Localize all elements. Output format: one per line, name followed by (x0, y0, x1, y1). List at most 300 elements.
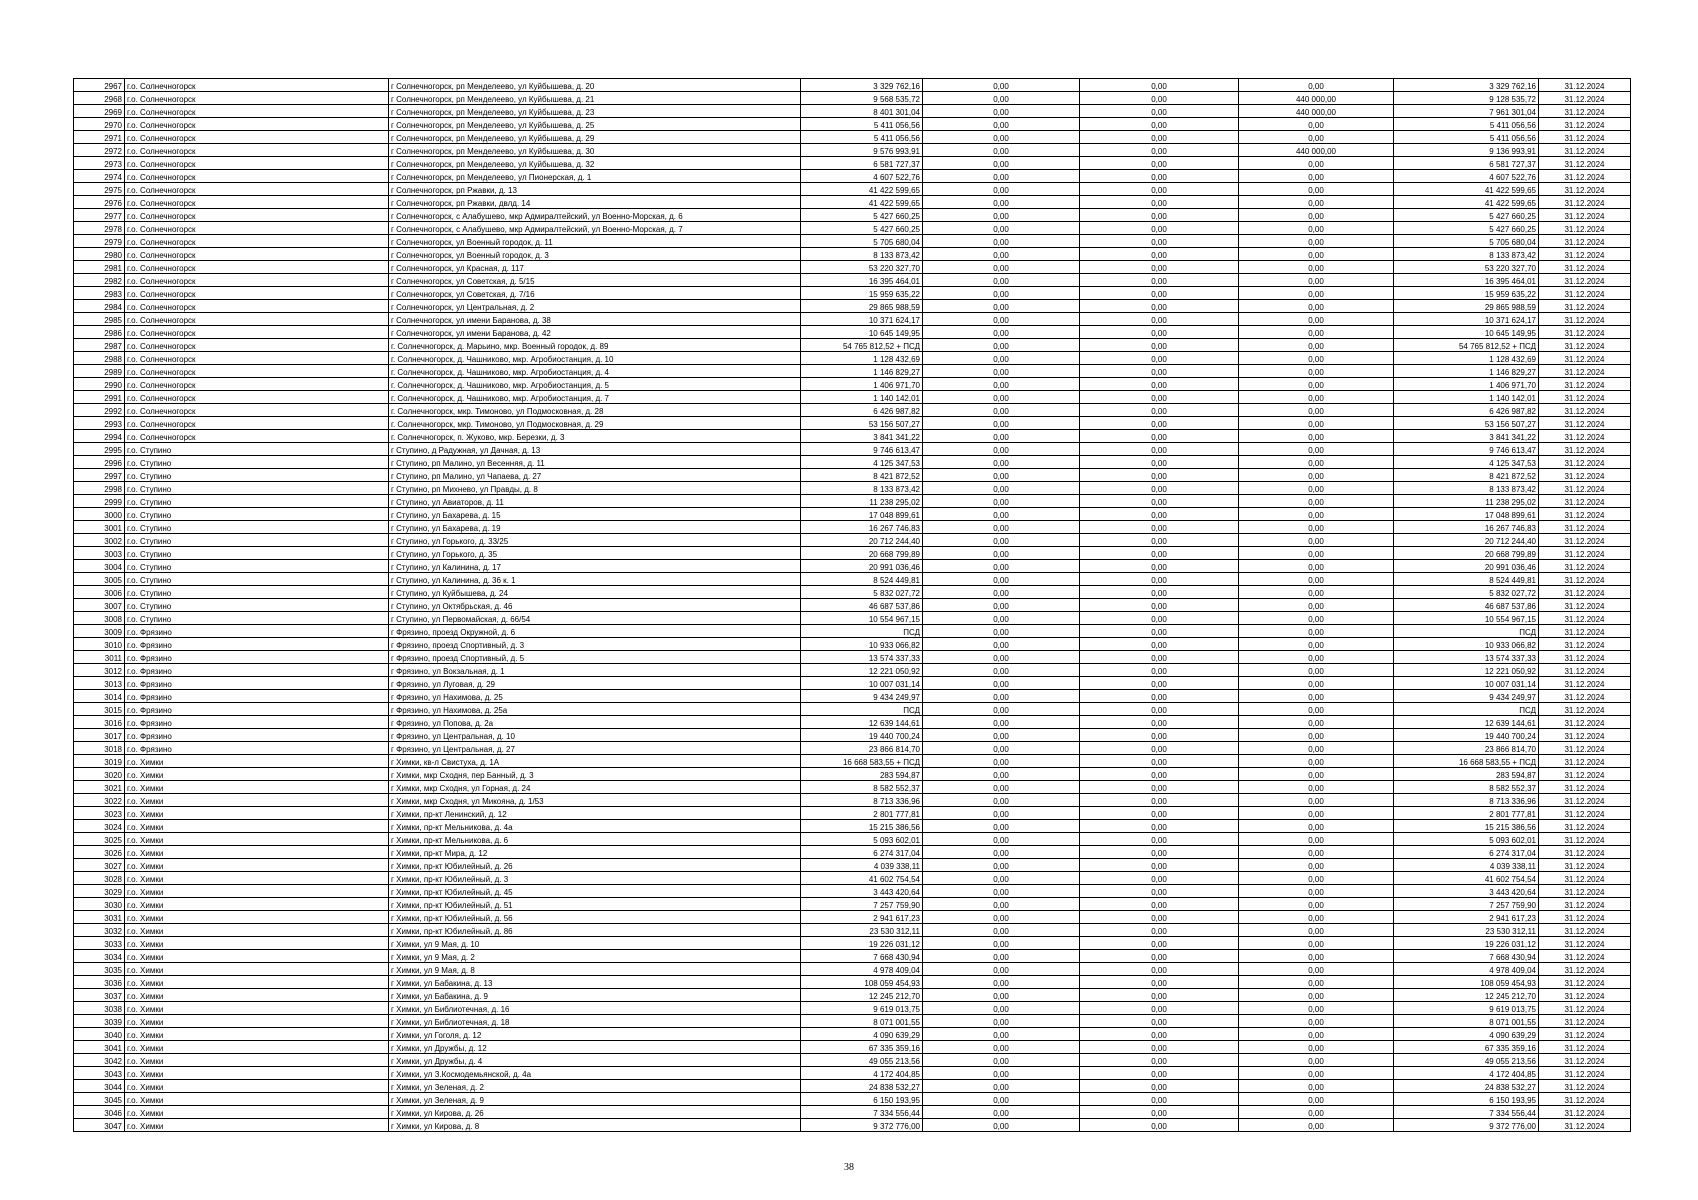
cell-col-amount-1: 0,00 (923, 911, 1080, 924)
cell-col-amount-2: 0,00 (1080, 326, 1239, 339)
cell-row-number: 3012 (74, 664, 125, 677)
cell-remaining-cost: 9 136 993,91 (1394, 144, 1539, 157)
cell-col-amount-1: 0,00 (923, 664, 1080, 677)
cell-remaining-cost: 8 421 872,52 (1394, 469, 1539, 482)
cell-col-amount-3: 0,00 (1239, 391, 1394, 404)
cell-deadline-date: 31.12.2024 (1539, 742, 1631, 755)
cell-row-number: 3047 (74, 1119, 125, 1132)
table-row (74, 638, 1631, 651)
cell-remaining-cost: 17 048 899,61 (1394, 508, 1539, 521)
cell-col-amount-3: 0,00 (1239, 573, 1394, 586)
cell-col-amount-1: 0,00 (923, 365, 1080, 378)
cell-col-amount-1: 0,00 (923, 651, 1080, 664)
cell-address: г Фрязино, проезд Окружной, д. 6 (389, 625, 801, 638)
cell-col-amount-3: 0,00 (1239, 963, 1394, 976)
cell-col-amount-3: 0,00 (1239, 482, 1394, 495)
cell-col-amount-3: 0,00 (1239, 430, 1394, 443)
cell-col-amount-2: 0,00 (1080, 495, 1239, 508)
cell-col-amount-1: 0,00 (923, 222, 1080, 235)
cell-col-amount-3: 0,00 (1239, 326, 1394, 339)
cell-total-cost: 19 440 700,24 (801, 729, 923, 742)
table-row (74, 898, 1631, 911)
cell-col-amount-1: 0,00 (923, 833, 1080, 846)
cell-address: г Химки, мкр Сходня, пер Банный, д. 3 (389, 768, 801, 781)
cell-col-amount-1: 0,00 (923, 1054, 1080, 1067)
table-row (74, 937, 1631, 950)
cell-row-number: 3030 (74, 898, 125, 911)
table-row (74, 911, 1631, 924)
cell-remaining-cost: 1 146 829,27 (1394, 365, 1539, 378)
cell-deadline-date: 31.12.2024 (1539, 1015, 1631, 1028)
cell-district: г.о. Химки (125, 950, 389, 963)
table-row (74, 248, 1631, 261)
cell-remaining-cost: 12 221 050,92 (1394, 664, 1539, 677)
table-row (74, 521, 1631, 534)
cell-address: г Ступино, ул Первомайская, д. 66/54 (389, 612, 801, 625)
cell-col-amount-3: 0,00 (1239, 872, 1394, 885)
cell-col-amount-1: 0,00 (923, 937, 1080, 950)
cell-remaining-cost: 49 055 213,56 (1394, 1054, 1539, 1067)
cell-district: г.о. Солнечногорск (125, 157, 389, 170)
cell-deadline-date: 31.12.2024 (1539, 846, 1631, 859)
cell-col-amount-1: 0,00 (923, 1002, 1080, 1015)
cell-address: г Солнечногорск, ул имени Баранова, д. 38 (389, 313, 801, 326)
cell-total-cost: 24 838 532,27 (801, 1080, 923, 1093)
cell-address: г Солнечногорск, с Алабушево, мкр Адмиралтейский, ул Военно-Морская, д. 7 (389, 222, 801, 235)
cell-col-amount-3: 0,00 (1239, 1054, 1394, 1067)
cell-row-number: 3017 (74, 729, 125, 742)
cell-deadline-date: 31.12.2024 (1539, 118, 1631, 131)
cell-col-amount-1: 0,00 (923, 1067, 1080, 1080)
cell-total-cost: 2 801 777,81 (801, 807, 923, 820)
cell-col-amount-1: 0,00 (923, 313, 1080, 326)
cell-total-cost: 16 267 746,83 (801, 521, 923, 534)
cell-total-cost: 5 427 660,25 (801, 222, 923, 235)
cell-col-amount-1: 0,00 (923, 391, 1080, 404)
cell-address: г Химки, ул Библиотечная, д. 16 (389, 1002, 801, 1015)
cell-col-amount-1: 0,00 (923, 79, 1080, 92)
cell-row-number: 2999 (74, 495, 125, 508)
cell-total-cost: 7 257 759,90 (801, 898, 923, 911)
cell-deadline-date: 31.12.2024 (1539, 1054, 1631, 1067)
cell-deadline-date: 31.12.2024 (1539, 300, 1631, 313)
cell-district: г.о. Химки (125, 781, 389, 794)
cell-district: г.о. Химки (125, 898, 389, 911)
cell-col-amount-3: 0,00 (1239, 313, 1394, 326)
cell-row-number: 3032 (74, 924, 125, 937)
cell-row-number: 3009 (74, 625, 125, 638)
cell-deadline-date: 31.12.2024 (1539, 326, 1631, 339)
cell-deadline-date: 31.12.2024 (1539, 183, 1631, 196)
cell-deadline-date: 31.12.2024 (1539, 274, 1631, 287)
cell-address: г Фрязино, ул Нахимова, д. 25а (389, 703, 801, 716)
cell-deadline-date: 31.12.2024 (1539, 365, 1631, 378)
cell-remaining-cost: 9 434 249,97 (1394, 690, 1539, 703)
cell-total-cost: 1 128 432,69 (801, 352, 923, 365)
cell-col-amount-1: 0,00 (923, 378, 1080, 391)
cell-remaining-cost: 24 838 532,27 (1394, 1080, 1539, 1093)
cell-district: г.о. Ступино (125, 521, 389, 534)
cell-col-amount-3: 0,00 (1239, 248, 1394, 261)
cell-district: г.о. Химки (125, 755, 389, 768)
cell-district: г.о. Фрязино (125, 677, 389, 690)
cell-deadline-date: 31.12.2024 (1539, 170, 1631, 183)
cell-col-amount-1: 0,00 (923, 625, 1080, 638)
cell-row-number: 2993 (74, 417, 125, 430)
cell-deadline-date: 31.12.2024 (1539, 768, 1631, 781)
cell-total-cost: 46 687 537,86 (801, 599, 923, 612)
table-row (74, 1002, 1631, 1015)
cell-col-amount-2: 0,00 (1080, 339, 1239, 352)
table-row (74, 183, 1631, 196)
cell-col-amount-2: 0,00 (1080, 1067, 1239, 1080)
cell-remaining-cost: 10 554 967,15 (1394, 612, 1539, 625)
cell-col-amount-2: 0,00 (1080, 391, 1239, 404)
cell-district: г.о. Фрязино (125, 625, 389, 638)
cell-col-amount-2: 0,00 (1080, 820, 1239, 833)
cell-address: г Химки, пр-кт Мельникова, д. 6 (389, 833, 801, 846)
cell-total-cost: 8 401 301,04 (801, 105, 923, 118)
cell-district: г.о. Солнечногорск (125, 144, 389, 157)
cell-col-amount-2: 0,00 (1080, 157, 1239, 170)
cell-address: г Солнечногорск, рп Ржавки, двлд. 14 (389, 196, 801, 209)
cell-deadline-date: 31.12.2024 (1539, 976, 1631, 989)
cell-address: г Химки, ул З.Космодемьянской, д. 4а (389, 1067, 801, 1080)
cell-row-number: 3025 (74, 833, 125, 846)
cell-col-amount-2: 0,00 (1080, 274, 1239, 287)
cell-row-number: 2991 (74, 391, 125, 404)
cell-col-amount-1: 0,00 (923, 729, 1080, 742)
cell-address: г Солнечногорск, ул Военный городок, д. 11 (389, 235, 801, 248)
table-row (74, 625, 1631, 638)
cell-col-amount-1: 0,00 (923, 339, 1080, 352)
cell-col-amount-3: 0,00 (1239, 755, 1394, 768)
cell-remaining-cost: 6 581 727,37 (1394, 157, 1539, 170)
cell-address: г Фрязино, ул Попова, д. 2а (389, 716, 801, 729)
cell-deadline-date: 31.12.2024 (1539, 898, 1631, 911)
cell-row-number: 2994 (74, 430, 125, 443)
cell-total-cost: 41 422 599,65 (801, 196, 923, 209)
cell-total-cost: 9 619 013,75 (801, 1002, 923, 1015)
cell-col-amount-3: 0,00 (1239, 911, 1394, 924)
cell-total-cost: 4 090 639,29 (801, 1028, 923, 1041)
cell-col-amount-3: 0,00 (1239, 716, 1394, 729)
cell-address: г. Солнечногорск, п. Жуково, мкр. Березки, д. 3 (389, 430, 801, 443)
cell-col-amount-3: 0,00 (1239, 339, 1394, 352)
cell-district: г.о. Химки (125, 833, 389, 846)
cell-row-number: 3045 (74, 1093, 125, 1106)
cell-col-amount-1: 0,00 (923, 1041, 1080, 1054)
cell-total-cost: 8 582 552,37 (801, 781, 923, 794)
cell-remaining-cost: 10 007 031,14 (1394, 677, 1539, 690)
cell-total-cost: ПСД (801, 703, 923, 716)
cell-row-number: 3016 (74, 716, 125, 729)
cell-remaining-cost: 41 602 754,54 (1394, 872, 1539, 885)
cell-deadline-date: 31.12.2024 (1539, 1093, 1631, 1106)
cell-address: г Химки, ул Библиотечная, д. 18 (389, 1015, 801, 1028)
cell-deadline-date: 31.12.2024 (1539, 560, 1631, 573)
cell-row-number: 3046 (74, 1106, 125, 1119)
cell-district: г.о. Ступино (125, 508, 389, 521)
cell-row-number: 2984 (74, 300, 125, 313)
cell-col-amount-2: 0,00 (1080, 742, 1239, 755)
cell-col-amount-2: 0,00 (1080, 417, 1239, 430)
cell-col-amount-3: 0,00 (1239, 651, 1394, 664)
table-row (74, 924, 1631, 937)
cell-remaining-cost: 6 426 987,82 (1394, 404, 1539, 417)
cell-district: г.о. Химки (125, 1067, 389, 1080)
cell-col-amount-2: 0,00 (1080, 79, 1239, 92)
cell-col-amount-1: 0,00 (923, 105, 1080, 118)
cell-remaining-cost: 8 524 449,81 (1394, 573, 1539, 586)
cell-address: г Фрязино, ул Центральная, д. 27 (389, 742, 801, 755)
cell-remaining-cost: 3 329 762,16 (1394, 79, 1539, 92)
cell-district: г.о. Ступино (125, 469, 389, 482)
cell-row-number: 3021 (74, 781, 125, 794)
cell-address: г Солнечногорск, рп Менделеево, ул Куйбышева, д. 21 (389, 92, 801, 105)
cell-address: г Солнечногорск, с Алабушево, мкр Адмиралтейский, ул Военно-Морская, д. 6 (389, 209, 801, 222)
cell-deadline-date: 31.12.2024 (1539, 261, 1631, 274)
cell-total-cost: 4 039 338,11 (801, 859, 923, 872)
cell-district: г.о. Солнечногорск (125, 79, 389, 92)
cell-row-number: 2979 (74, 235, 125, 248)
table-row (74, 846, 1631, 859)
cell-col-amount-3: 0,00 (1239, 547, 1394, 560)
cell-row-number: 3023 (74, 807, 125, 820)
cell-row-number: 2981 (74, 261, 125, 274)
cell-col-amount-2: 0,00 (1080, 651, 1239, 664)
cell-total-cost: 8 133 873,42 (801, 482, 923, 495)
cell-col-amount-3: 0,00 (1239, 612, 1394, 625)
cell-total-cost: 54 765 812,52 + ПСД (801, 339, 923, 352)
cell-total-cost: 5 705 680,04 (801, 235, 923, 248)
cell-col-amount-1: 0,00 (923, 703, 1080, 716)
cell-deadline-date: 31.12.2024 (1539, 794, 1631, 807)
cell-col-amount-3: 0,00 (1239, 534, 1394, 547)
cell-col-amount-1: 0,00 (923, 469, 1080, 482)
cell-total-cost: 1 140 142,01 (801, 391, 923, 404)
cell-district: г.о. Химки (125, 1002, 389, 1015)
cell-col-amount-2: 0,00 (1080, 287, 1239, 300)
cell-col-amount-1: 0,00 (923, 1028, 1080, 1041)
cell-deadline-date: 31.12.2024 (1539, 222, 1631, 235)
cell-col-amount-3: 0,00 (1239, 508, 1394, 521)
cell-address: г Солнечногорск, рп Менделеево, ул Куйбышева, д. 23 (389, 105, 801, 118)
cell-district: г.о. Фрязино (125, 664, 389, 677)
cell-col-amount-2: 0,00 (1080, 716, 1239, 729)
table-row (74, 1067, 1631, 1080)
cell-remaining-cost: 8 713 336,96 (1394, 794, 1539, 807)
cell-address: г. Солнечногорск, д. Чашниково, мкр. Агробиостанция, д. 10 (389, 352, 801, 365)
cell-col-amount-1: 0,00 (923, 599, 1080, 612)
cell-col-amount-1: 0,00 (923, 716, 1080, 729)
cell-deadline-date: 31.12.2024 (1539, 781, 1631, 794)
cell-deadline-date: 31.12.2024 (1539, 209, 1631, 222)
cell-address: г Ступино, ул Авиаторов, д. 11 (389, 495, 801, 508)
cell-deadline-date: 31.12.2024 (1539, 1002, 1631, 1015)
table-row (74, 560, 1631, 573)
cell-remaining-cost: 1 128 432,69 (1394, 352, 1539, 365)
cell-col-amount-2: 0,00 (1080, 1080, 1239, 1093)
cell-row-number: 2969 (74, 105, 125, 118)
cell-deadline-date: 31.12.2024 (1539, 157, 1631, 170)
cell-total-cost: 6 581 727,37 (801, 157, 923, 170)
cell-remaining-cost: 10 645 149,95 (1394, 326, 1539, 339)
cell-address: г Химки, пр-кт Юбилейный, д. 86 (389, 924, 801, 937)
cell-remaining-cost: 108 059 454,93 (1394, 976, 1539, 989)
table-row (74, 131, 1631, 144)
cell-deadline-date: 31.12.2024 (1539, 521, 1631, 534)
table-row (74, 534, 1631, 547)
cell-district: г.о. Химки (125, 846, 389, 859)
cell-col-amount-1: 0,00 (923, 261, 1080, 274)
cell-col-amount-1: 0,00 (923, 417, 1080, 430)
cell-col-amount-2: 0,00 (1080, 638, 1239, 651)
cell-col-amount-3: 0,00 (1239, 209, 1394, 222)
cell-total-cost: 53 156 507,27 (801, 417, 923, 430)
cell-row-number: 2975 (74, 183, 125, 196)
cell-col-amount-3: 440 000,00 (1239, 144, 1394, 157)
cell-col-amount-2: 0,00 (1080, 547, 1239, 560)
cell-col-amount-2: 0,00 (1080, 235, 1239, 248)
cell-remaining-cost: 9 746 613,47 (1394, 443, 1539, 456)
cell-district: г.о. Солнечногорск (125, 339, 389, 352)
cell-col-amount-2: 0,00 (1080, 807, 1239, 820)
cell-col-amount-1: 0,00 (923, 430, 1080, 443)
cell-col-amount-1: 0,00 (923, 989, 1080, 1002)
cell-deadline-date: 31.12.2024 (1539, 79, 1631, 92)
cell-row-number: 2997 (74, 469, 125, 482)
cell-col-amount-2: 0,00 (1080, 924, 1239, 937)
cell-col-amount-2: 0,00 (1080, 196, 1239, 209)
cell-col-amount-1: 0,00 (923, 1119, 1080, 1132)
cell-row-number: 2989 (74, 365, 125, 378)
cell-row-number: 2971 (74, 131, 125, 144)
cell-deadline-date: 31.12.2024 (1539, 196, 1631, 209)
cell-district: г.о. Химки (125, 1015, 389, 1028)
cell-col-amount-2: 0,00 (1080, 846, 1239, 859)
cell-district: г.о. Химки (125, 911, 389, 924)
cell-district: г.о. Ступино (125, 599, 389, 612)
table-row (74, 196, 1631, 209)
cell-deadline-date: 31.12.2024 (1539, 456, 1631, 469)
cell-total-cost: 13 574 337,33 (801, 651, 923, 664)
cell-row-number: 3033 (74, 937, 125, 950)
table-row (74, 404, 1631, 417)
cell-deadline-date: 31.12.2024 (1539, 677, 1631, 690)
table-row (74, 92, 1631, 105)
cell-col-amount-3: 0,00 (1239, 703, 1394, 716)
cell-district: г.о. Солнечногорск (125, 365, 389, 378)
cell-col-amount-3: 0,00 (1239, 1119, 1394, 1132)
cell-total-cost: 8 421 872,52 (801, 469, 923, 482)
cell-district: г.о. Химки (125, 937, 389, 950)
cell-remaining-cost: 8 071 001,55 (1394, 1015, 1539, 1028)
cell-col-amount-1: 0,00 (923, 963, 1080, 976)
cell-col-amount-1: 0,00 (923, 170, 1080, 183)
cell-col-amount-2: 0,00 (1080, 482, 1239, 495)
cell-district: г.о. Солнечногорск (125, 287, 389, 300)
cell-total-cost: 6 150 193,95 (801, 1093, 923, 1106)
cell-col-amount-1: 0,00 (923, 1093, 1080, 1106)
cell-district: г.о. Фрязино (125, 742, 389, 755)
cell-col-amount-2: 0,00 (1080, 352, 1239, 365)
cell-remaining-cost: 9 128 535,72 (1394, 92, 1539, 105)
data-table (73, 78, 1631, 1132)
table-row (74, 1041, 1631, 1054)
cell-col-amount-1: 0,00 (923, 209, 1080, 222)
cell-district: г.о. Солнечногорск (125, 274, 389, 287)
cell-district: г.о. Ступино (125, 534, 389, 547)
cell-remaining-cost: 13 574 337,33 (1394, 651, 1539, 664)
cell-district: г.о. Химки (125, 807, 389, 820)
cell-deadline-date: 31.12.2024 (1539, 1067, 1631, 1080)
cell-deadline-date: 31.12.2024 (1539, 495, 1631, 508)
cell-address: г Ступино, ул Октябрьская, д. 46 (389, 599, 801, 612)
page-number: 38 (844, 1162, 854, 1173)
table-row (74, 1119, 1631, 1132)
cell-deadline-date: 31.12.2024 (1539, 469, 1631, 482)
cell-col-amount-1: 0,00 (923, 976, 1080, 989)
cell-col-amount-3: 0,00 (1239, 625, 1394, 638)
cell-row-number: 2967 (74, 79, 125, 92)
cell-remaining-cost: 4 172 404,85 (1394, 1067, 1539, 1080)
cell-total-cost: 3 841 341,22 (801, 430, 923, 443)
cell-col-amount-3: 0,00 (1239, 456, 1394, 469)
cell-district: г.о. Ступино (125, 560, 389, 573)
cell-col-amount-3: 0,00 (1239, 989, 1394, 1002)
cell-deadline-date: 31.12.2024 (1539, 911, 1631, 924)
table-row (74, 573, 1631, 586)
cell-district: г.о. Солнечногорск (125, 313, 389, 326)
cell-remaining-cost: 7 334 556,44 (1394, 1106, 1539, 1119)
cell-col-amount-2: 0,00 (1080, 456, 1239, 469)
cell-col-amount-2: 0,00 (1080, 573, 1239, 586)
cell-col-amount-3: 0,00 (1239, 287, 1394, 300)
cell-col-amount-2: 0,00 (1080, 586, 1239, 599)
cell-total-cost: 1 406 971,70 (801, 378, 923, 391)
table-row (74, 417, 1631, 430)
cell-col-amount-3: 0,00 (1239, 924, 1394, 937)
cell-row-number: 3029 (74, 885, 125, 898)
cell-district: г.о. Химки (125, 1119, 389, 1132)
cell-remaining-cost: 6 150 193,95 (1394, 1093, 1539, 1106)
cell-col-amount-1: 0,00 (923, 1106, 1080, 1119)
cell-row-number: 2988 (74, 352, 125, 365)
cell-deadline-date: 31.12.2024 (1539, 586, 1631, 599)
cell-col-amount-2: 0,00 (1080, 963, 1239, 976)
cell-remaining-cost: 8 582 552,37 (1394, 781, 1539, 794)
cell-deadline-date: 31.12.2024 (1539, 612, 1631, 625)
table-row (74, 703, 1631, 716)
table-row (74, 430, 1631, 443)
cell-district: г.о. Солнечногорск (125, 300, 389, 313)
cell-remaining-cost: 19 440 700,24 (1394, 729, 1539, 742)
cell-total-cost: 49 055 213,56 (801, 1054, 923, 1067)
cell-address: г. Солнечногорск, д. Чашниково, мкр. Агробиостанция, д. 4 (389, 365, 801, 378)
cell-col-amount-2: 0,00 (1080, 1093, 1239, 1106)
cell-col-amount-2: 0,00 (1080, 898, 1239, 911)
cell-remaining-cost: 23 866 814,70 (1394, 742, 1539, 755)
cell-remaining-cost: 19 226 031,12 (1394, 937, 1539, 950)
cell-col-amount-2: 0,00 (1080, 365, 1239, 378)
cell-remaining-cost: 15 215 386,56 (1394, 820, 1539, 833)
table-row (74, 274, 1631, 287)
cell-remaining-cost: 41 422 599,65 (1394, 183, 1539, 196)
cell-deadline-date: 31.12.2024 (1539, 651, 1631, 664)
cell-col-amount-3: 0,00 (1239, 1028, 1394, 1041)
cell-deadline-date: 31.12.2024 (1539, 885, 1631, 898)
